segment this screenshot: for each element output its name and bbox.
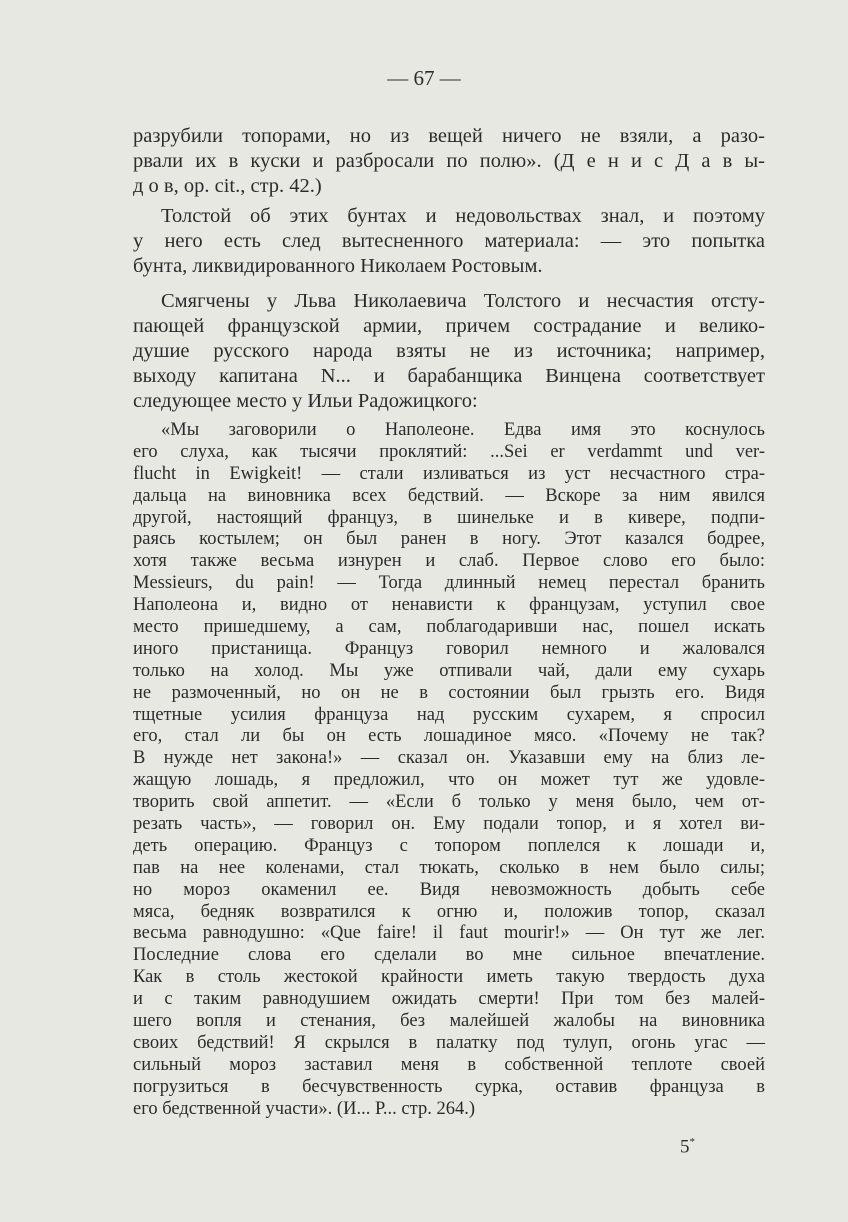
text-line: рвали их в куски и разбросали по полю». (Д е н и с Д а в ы- <box>133 150 765 172</box>
text-line: пающей французской армии, причем сострадание и велико- <box>133 315 765 337</box>
text-line: и с таким равнодушием ожидать смерти! При том без малей- <box>133 989 765 1010</box>
text-line: Толстой об этих бунтах и недовольствах знал, и поэтому <box>161 205 765 227</box>
quotation-block <box>133 420 765 1121</box>
text-line: В нужде нет закона!» — сказал он. Указавши ему на близ ле- <box>133 748 765 769</box>
text-line: творить свой аппетит. — «Если б только у меня было, чем от- <box>133 792 765 813</box>
paragraph-3 <box>133 289 765 414</box>
text-line: сильный мороз заставил меня в собственной теплоте своей <box>133 1054 765 1075</box>
text-line: не размоченный, но он не в состоянии был грызть его. Видя <box>133 682 765 703</box>
text-line: хотя также весьма изнурен и слаб. Первое слово его было: <box>133 551 765 572</box>
page-number: — 67 — <box>387 66 461 90</box>
text-line: мяса, бедняк возвратился к огню и, положив топор, сказал <box>133 901 765 922</box>
text-line: д о в, ор. cit., стр. 42.) <box>133 175 322 197</box>
text-line: душие русского народа взяты не из источника; например, <box>133 340 765 362</box>
text-line: весьма равнодушно: «Que faire! il faut mourir!» — Он тут же лег. <box>133 923 765 944</box>
text-line: но мороз окаменил ее. Видя невозможность добыть себе <box>133 879 765 900</box>
signature-number: 5 <box>680 1136 690 1158</box>
text-line: выходу капитана N... и барабанщика Винцена соответствует <box>133 365 765 387</box>
text-line: «Мы заговорили о Наполеоне. Едва имя это коснулось <box>161 420 765 440</box>
text-line: деть операцию. Француз с топором поплелся к лошади и, <box>133 835 765 856</box>
printer-signature <box>680 1136 695 1158</box>
text-line: разрубили топорами, но из вещей ничего не взяли, а разо- <box>133 125 765 147</box>
text-line: его, стал ли бы он есть лошадиное мясо. «Почему не так? <box>133 726 765 747</box>
text-line: у него есть след вытесненного материала: — это попытка <box>133 230 765 252</box>
text-line: раясь костылем; он был ранен в ногу. Этот казался бодрее, <box>133 529 765 550</box>
text-line: резать часть», — говорил он. Ему подали топор, и я хотел ви- <box>133 814 765 835</box>
text-line: бунта, ликвидированного Николаем Ростовым. <box>133 255 543 277</box>
text-line: шего вопля и стенания, без малейшей жалобы на виновника <box>133 1011 765 1032</box>
text-line: тщетные усилия француза над русским сухарем, я спросил <box>133 704 765 725</box>
text-line: его бедственной участи». (И... Р... стр. 264.) <box>133 1098 475 1119</box>
text-line: flucht in Ewigkeit! — стали изливаться из уст несчастного стра- <box>133 463 765 484</box>
text-line: своих бедствий! Я скрылся в палатку под тулуп, огонь угас — <box>133 1032 765 1053</box>
text-line: Messieurs, du pain! — Тогда длинный немец перестал бранить <box>133 573 765 594</box>
text-line: Последние слова его сделали во мне сильное впечатление. <box>133 945 765 966</box>
paragraph-2 <box>133 204 765 279</box>
text-line: жащую лошадь, я предложил, что он может тут же удовле- <box>133 770 765 791</box>
text-line: Наполеона и, видно от ненависти к французам, уступил свое <box>133 595 765 616</box>
text-line: Как в столь жестокой крайности иметь такую твердость духа <box>133 967 765 988</box>
signature-mark: * <box>689 1136 695 1148</box>
text-line: место пришедшему, а сам, поблагодаривши нас, пошел искать <box>133 617 765 638</box>
text-line: его слуха, как тысячи проклятий: ...Sei er verdammt und ver- <box>133 441 765 462</box>
text-line: дальца на виновника всех бедствий. — Вскоре за ним явился <box>133 485 765 506</box>
text-line: другой, настоящий француз, в шинельке и в кивере, подпи- <box>133 507 765 528</box>
text-line: пав на нее коленами, стал тюкать, сколько в нем было силы; <box>133 857 765 878</box>
text-line: погрузиться в бесчувственность сурка, оставив француза в <box>133 1076 765 1097</box>
text-line: следующее место у Ильи Радожицкого: <box>133 390 478 412</box>
text-line: только на холод. Мы уже отпивали чай, дали ему сухарь <box>133 660 765 681</box>
text-line: иного пристанища. Француз говорил немного и жаловался <box>133 638 765 659</box>
text-line: Смягчены у Льва Николаевича Толстого и несчастия отсту- <box>161 290 765 312</box>
paragraph-1 <box>133 124 765 199</box>
